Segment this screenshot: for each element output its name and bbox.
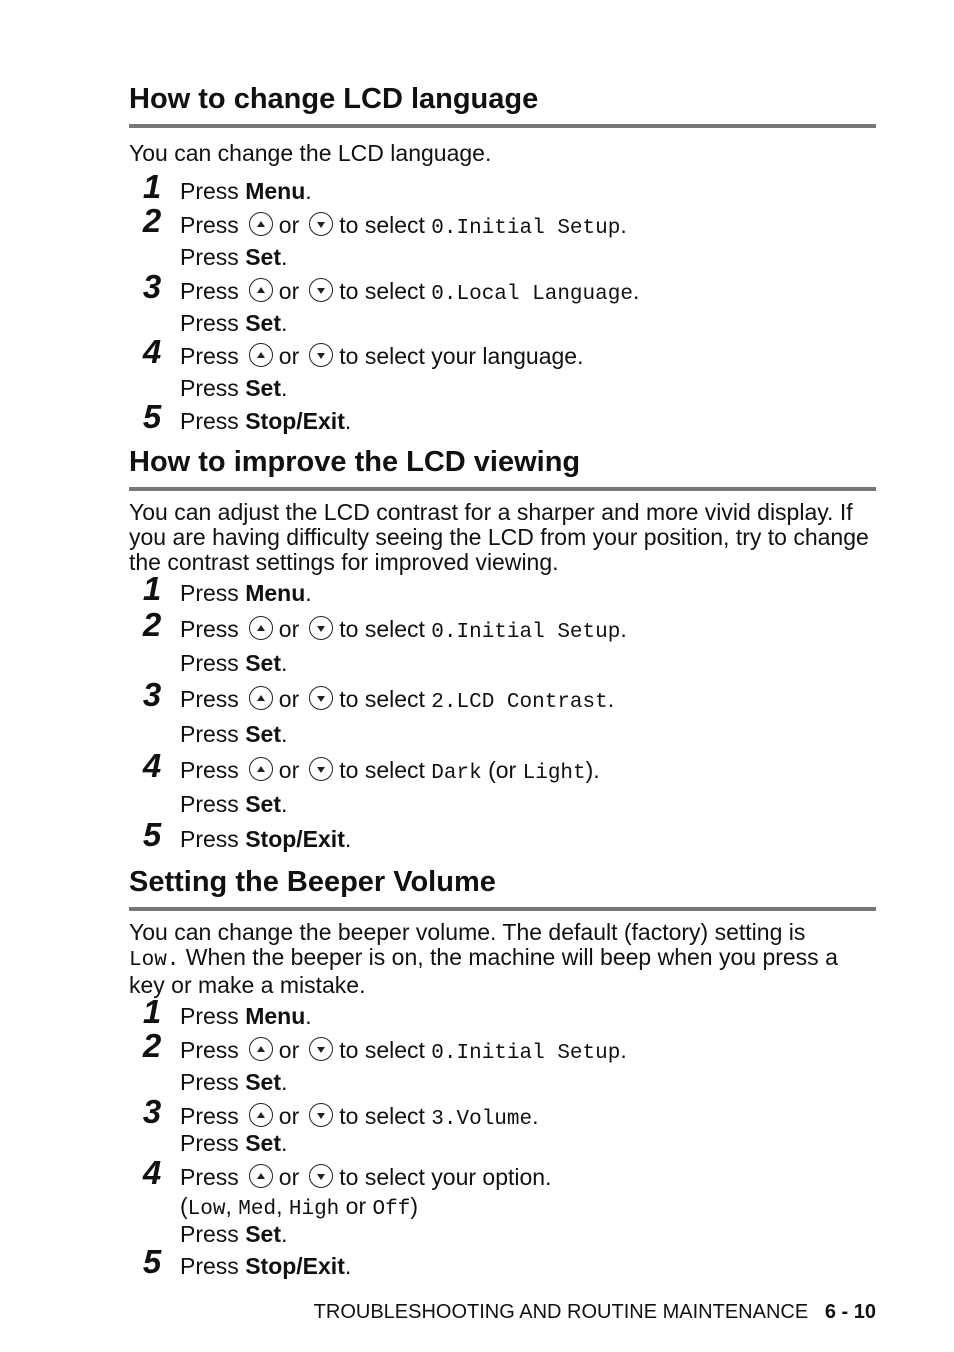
step-line: Press Set. <box>180 1069 288 1095</box>
step-number: 5 <box>142 816 162 853</box>
up-arrow-icon <box>249 212 273 236</box>
menu-value: 0.Initial Setup <box>431 621 621 644</box>
page-number: 6 - 10 <box>824 1301 876 1323</box>
step-line: Press Set. <box>180 244 288 270</box>
down-arrow-icon <box>309 757 333 781</box>
step-line: Press Set. <box>180 375 288 401</box>
down-arrow-icon <box>309 278 333 302</box>
step-line: Press Set. <box>180 310 288 336</box>
menu-value: 0.Local Language <box>431 283 633 306</box>
menu-value: 0.Initial Setup <box>431 217 621 240</box>
set-key-label: Set <box>245 244 281 270</box>
menu-value: 3.Volume <box>431 1108 533 1131</box>
step-line: Press Set. <box>180 650 288 676</box>
down-arrow-icon <box>309 343 333 367</box>
step-number: 3 <box>142 1093 162 1130</box>
down-arrow-icon <box>309 1164 333 1188</box>
up-arrow-icon <box>249 343 273 367</box>
up-arrow-icon <box>249 686 273 710</box>
step-number: 4 <box>142 333 162 370</box>
step-line: Press Stop/Exit. <box>180 408 352 434</box>
step-line: Press or to select 2.LCD Contrast. <box>180 686 615 714</box>
step-line: Press Set. <box>180 1221 288 1247</box>
step-number: 4 <box>142 1154 162 1191</box>
step-number: 2 <box>142 202 162 239</box>
set-key-label: Set <box>245 791 281 817</box>
step-line: Press or to select 0.Initial Setup. <box>180 1037 627 1065</box>
up-arrow-icon <box>249 278 273 302</box>
set-key-label: Set <box>245 375 281 401</box>
down-arrow-icon <box>309 686 333 710</box>
step-line: Press Menu. <box>180 178 312 204</box>
up-arrow-icon <box>249 1037 273 1061</box>
down-arrow-icon <box>309 1103 333 1127</box>
intro-lcd-viewing: You can adjust the LCD contrast for a sharper and more vivid display. If you are having difficulty seeing the LCD from your position, try to change the contrast settings for improved viewing. <box>129 499 869 575</box>
intro-lcd-language: You can change the LCD language. <box>129 140 492 166</box>
up-arrow-icon <box>249 616 273 640</box>
menu-value: 2.LCD Contrast <box>431 691 608 714</box>
step-line: Press Stop/Exit. <box>180 1253 352 1279</box>
step-line: Press Menu. <box>180 1003 312 1029</box>
step-number: 1 <box>142 570 162 607</box>
set-key-label: Set <box>245 650 281 676</box>
step-number: 4 <box>142 747 162 784</box>
step-number: 5 <box>142 1243 162 1280</box>
step-line: Press or to select 0.Local Language. <box>180 278 640 306</box>
option-list: (Low, Med, High or Off) <box>180 1193 418 1221</box>
step-line: Press Set. <box>180 1130 288 1156</box>
menu-value: Dark <box>431 762 482 785</box>
set-key-label: Set <box>245 310 281 336</box>
menu-key-label: Menu <box>245 178 306 204</box>
set-key-label: Set <box>245 1069 281 1095</box>
step-number: 2 <box>142 1027 162 1064</box>
up-arrow-icon <box>249 1103 273 1127</box>
step-line: Press or to select your language. <box>180 343 584 369</box>
up-arrow-icon <box>249 1164 273 1188</box>
stop-exit-key-label: Stop/Exit <box>245 1253 345 1279</box>
page-footer <box>300 1300 876 1324</box>
step-line: Press or to select Dark (or Light). <box>180 757 600 785</box>
step-number: 1 <box>142 168 162 205</box>
menu-key-label: Menu <box>245 580 306 606</box>
menu-key-label: Menu <box>245 1003 306 1029</box>
step-line: Press Set. <box>180 721 288 747</box>
step-line: Press Stop/Exit. <box>180 826 352 852</box>
step-line: Press or to select your option. <box>180 1164 552 1190</box>
set-key-label: Set <box>245 1130 281 1156</box>
step-line: Press Set. <box>180 791 288 817</box>
intro-beeper-volume: You can change the beeper volume. The default (factory) setting is Low. When the beeper is on, the machine will beep when you press a key or make a mistake. <box>129 919 838 998</box>
section-title-lcd-language: How to change LCD language <box>129 82 876 128</box>
step-number: 2 <box>142 606 162 643</box>
up-arrow-icon <box>249 757 273 781</box>
step-line: Press or to select 0.Initial Setup. <box>180 616 627 644</box>
section-title-lcd-viewing: How to improve the LCD viewing <box>129 445 876 491</box>
set-key-label: Set <box>245 1221 281 1247</box>
step-line: Press or to select 0.Initial Setup. <box>180 212 627 240</box>
menu-value: Light <box>522 762 586 785</box>
set-key-label: Set <box>245 721 281 747</box>
chapter-title: TROUBLESHOOTING AND ROUTINE MAINTENANCE <box>313 1301 809 1323</box>
step-number: 5 <box>142 398 162 435</box>
step-number: 3 <box>142 676 162 713</box>
step-line: Press or to select 3.Volume. <box>180 1103 539 1131</box>
step-line: Press Menu. <box>180 580 312 606</box>
stop-exit-key-label: Stop/Exit <box>245 408 345 434</box>
section-title-beeper-volume: Setting the Beeper Volume <box>129 865 876 911</box>
stop-exit-key-label: Stop/Exit <box>245 826 345 852</box>
down-arrow-icon <box>309 212 333 236</box>
down-arrow-icon <box>309 616 333 640</box>
menu-value: 0.Initial Setup <box>431 1042 621 1065</box>
step-number: 1 <box>142 993 162 1030</box>
down-arrow-icon <box>309 1037 333 1061</box>
step-number: 3 <box>142 268 162 305</box>
